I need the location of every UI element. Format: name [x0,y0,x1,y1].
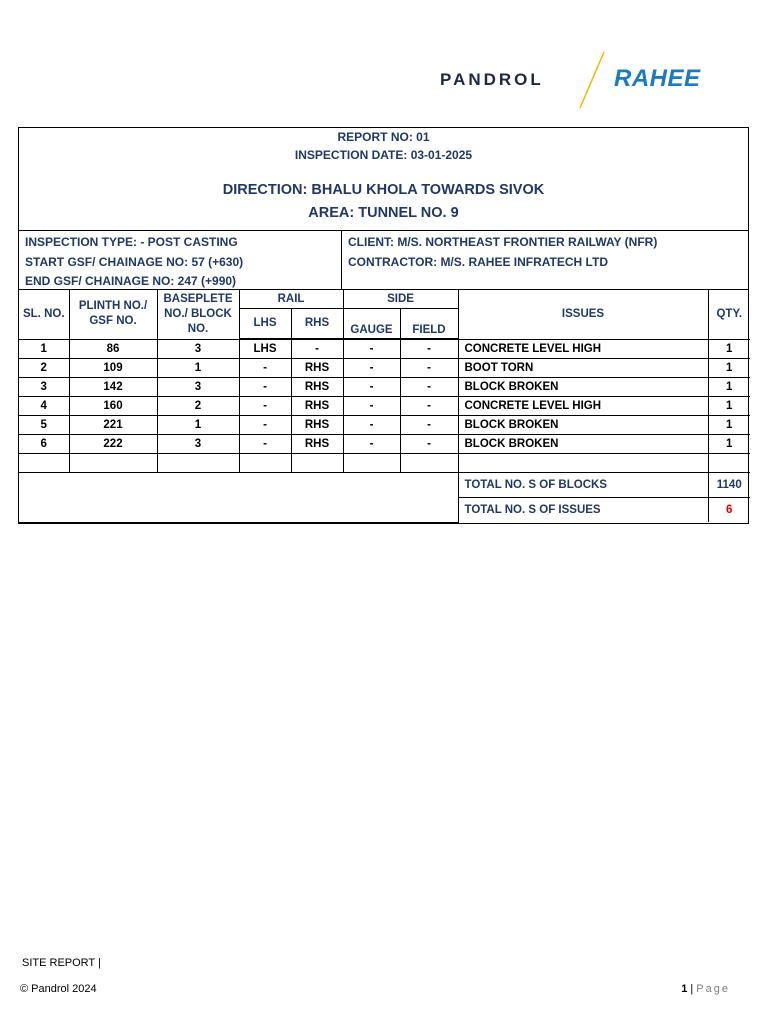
empty-cell [343,454,400,473]
empty-cell [458,454,708,473]
cell-field: - [400,397,458,416]
contractor: CONTRACTOR: M/S. RAHEE INFRATECH LTD [348,254,608,269]
end-chainage: END GSF/ CHAINAGE NO: 247 (+990) [25,274,237,288]
col-header-gauge: GAUGE [343,309,400,340]
cell-gauge: - [343,359,400,378]
inspection-type: INSPECTION TYPE: - POST CASTING [25,235,238,249]
logo-divider-slash [578,50,608,112]
cell-gauge: - [343,435,400,454]
cell-sl: 1 [19,339,69,359]
total-issues-label: TOTAL NO. S OF ISSUES [458,498,708,523]
party-info [342,231,748,289]
cell-gauge: - [343,339,400,359]
pandrol-logo: PANDROL [440,70,544,89]
cell-sl: 4 [19,397,69,416]
col-header-issues: ISSUES [458,290,708,339]
table-row-empty [19,454,750,473]
cell-rhs: - [291,339,343,359]
cell-lhs: - [239,397,291,416]
cell-field: - [400,339,458,359]
report-info [19,231,748,290]
table-row [19,416,750,435]
logo-area [438,50,748,110]
page-number: 1 [681,983,688,995]
cell-rhs: RHS [291,435,343,454]
col-header-qty: QTY. [708,290,750,339]
report-header [19,128,748,231]
page-word: Page [696,983,730,995]
cell-gauge: - [343,416,400,435]
cell-gauge: - [343,397,400,416]
total-blocks-value: 1140 [708,473,750,498]
cell-rhs: RHS [291,416,343,435]
col-header-baseplate: BASEPLETE NO./ BLOCK NO. [157,290,239,339]
cell-plinth: 109 [69,359,157,378]
empty-cell [239,454,291,473]
cell-field: - [400,359,458,378]
col-header-field: FIELD [400,309,458,340]
empty-cell [19,454,69,473]
footer-site-report: SITE REPORT | [22,957,101,969]
cell-lhs: LHS [239,339,291,359]
cell-sl: 6 [19,435,69,454]
cell-plinth: 86 [69,339,157,359]
cell-field: - [400,435,458,454]
client: CLIENT: M/S. NORTHEAST FRONTIER RAILWAY (NFR) [348,235,658,249]
footer-page-number [681,983,730,995]
cell-block: 3 [157,339,239,359]
cell-rhs: RHS [291,378,343,397]
cell-qty: 1 [708,435,750,454]
cell-issue: BLOCK BROKEN [458,435,708,454]
cell-block: 3 [157,378,239,397]
cell-rhs: RHS [291,397,343,416]
cell-rhs: RHS [291,359,343,378]
col-header-plinth: PLINTH NO./ GSF NO. [69,290,157,339]
cell-issue: BLOCK BROKEN [458,378,708,397]
inspection-report [18,127,749,524]
cell-lhs: - [239,378,291,397]
cell-plinth: 221 [69,416,157,435]
page-separator: | [687,983,697,995]
col-header-side: SIDE [343,290,458,309]
table-row [19,339,750,359]
report-number: REPORT NO: 01 [337,130,430,144]
total-blocks-label: TOTAL NO. S OF BLOCKS [458,473,708,498]
totals-blocks-row [19,473,750,498]
cell-lhs: - [239,435,291,454]
total-issues-value: 6 [708,498,750,523]
area: AREA: TUNNEL NO. 9 [308,205,459,221]
cell-qty: 1 [708,416,750,435]
rahee-logo: RAHEE [614,65,701,92]
cell-plinth: 142 [69,378,157,397]
col-header-lhs: LHS [239,309,291,340]
empty-cell [69,454,157,473]
inspection-date: INSPECTION DATE: 03-01-2025 [294,148,473,162]
cell-lhs: - [239,359,291,378]
cell-qty: 1 [708,359,750,378]
cell-field: - [400,416,458,435]
issues-table [19,290,750,523]
table-row [19,359,750,378]
cell-sl: 3 [19,378,69,397]
cell-qty: 1 [708,397,750,416]
cell-qty: 1 [708,378,750,397]
cell-qty: 1 [708,339,750,359]
cell-issue: CONCRETE LEVEL HIGH [458,397,708,416]
start-chainage: START GSF/ CHAINAGE NO: 57 (+630) [25,254,244,269]
col-header-rail: RAIL [239,290,343,309]
cell-field: - [400,378,458,397]
inspection-info [19,231,342,289]
cell-plinth: 222 [69,435,157,454]
cell-issue: BOOT TORN [458,359,708,378]
empty-cell [157,454,239,473]
cell-lhs: - [239,416,291,435]
cell-block: 3 [157,435,239,454]
cell-issue: CONCRETE LEVEL HIGH [458,339,708,359]
cell-gauge: - [343,378,400,397]
cell-plinth: 160 [69,397,157,416]
cell-block: 1 [157,416,239,435]
cell-block: 1 [157,359,239,378]
col-header-rhs: RHS [291,309,343,340]
totals-blank [19,473,458,523]
empty-cell [291,454,343,473]
empty-cell [400,454,458,473]
table-row [19,397,750,416]
table-row [19,378,750,397]
table-row [19,435,750,454]
footer-copyright: © Pandrol 2024 [20,983,97,995]
col-header-sl: SL. NO. [19,290,69,339]
cell-sl: 5 [19,416,69,435]
cell-block: 2 [157,397,239,416]
empty-cell [708,454,750,473]
cell-issue: BLOCK BROKEN [458,416,708,435]
direction: DIRECTION: BHALU KHOLA TOWARDS SIVOK [222,182,545,198]
cell-sl: 2 [19,359,69,378]
